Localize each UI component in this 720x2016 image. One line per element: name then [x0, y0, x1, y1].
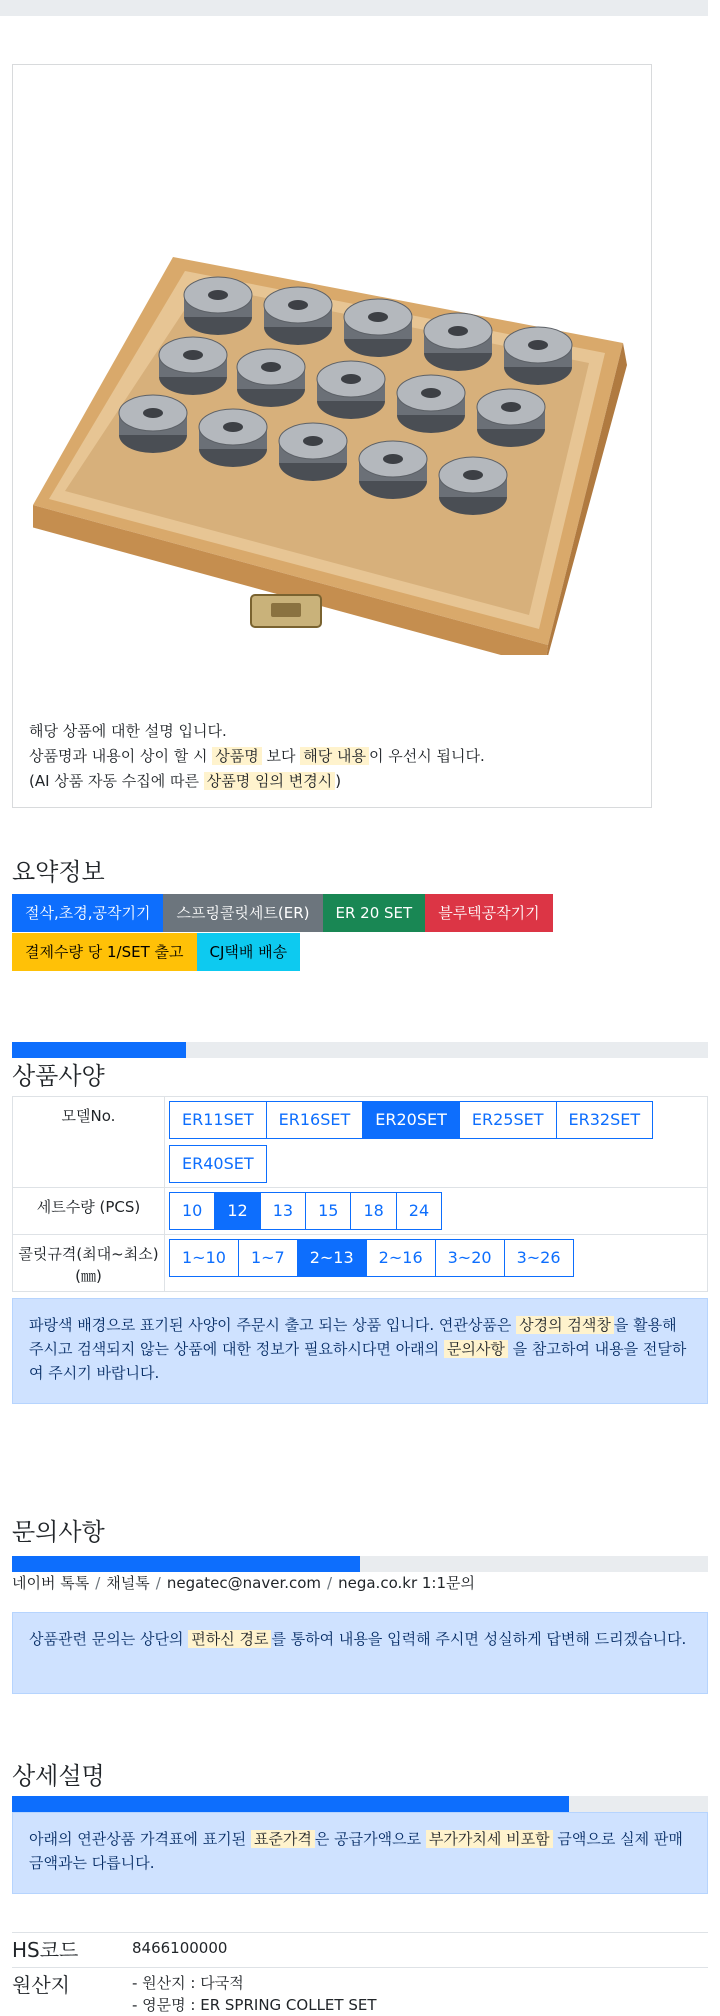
caption-line	[29, 719, 485, 744]
spec-option-button[interactable]: 3~20	[435, 1239, 505, 1277]
product-image-card	[12, 64, 652, 808]
spec-option-button[interactable]: 13	[260, 1192, 306, 1230]
contact-link[interactable]: 네이버 톡톡	[12, 1574, 90, 1592]
spec-option-button[interactable]: ER20SET	[362, 1101, 460, 1139]
detail-progress	[12, 1796, 708, 1812]
caption-text: 보다	[261, 747, 301, 765]
inquiry-progress-fill	[12, 1556, 360, 1572]
spec-option-button[interactable]: 2~16	[366, 1239, 436, 1277]
collet-bore	[368, 312, 388, 322]
contact-separator: /	[95, 1574, 101, 1592]
spec-option-button[interactable]: 18	[350, 1192, 396, 1230]
spec-row	[13, 1235, 708, 1292]
spec-option-button[interactable]: 10	[169, 1192, 215, 1230]
caption-highlight: 상품명 임의 변경시	[204, 772, 335, 790]
info-value-line: - 영문명 : ER SPRING COLLET SET	[132, 1996, 377, 2014]
caption-text: 해당 상품에 대한 설명 입니다.	[29, 722, 227, 740]
caption-text: (AI 상품 자동 수집에 따른	[29, 772, 204, 790]
spec-option-button[interactable]: 3~26	[504, 1239, 574, 1277]
collet-bore	[303, 436, 323, 446]
detail-notice	[12, 1812, 708, 1894]
info-value-line: - 원산지 : 다국적	[132, 1974, 244, 1992]
contact-links	[12, 1572, 475, 1593]
contact-link[interactable]: 채널톡	[106, 1574, 150, 1592]
caption-text: 이 우선시 됩니다.	[368, 747, 485, 765]
info-key: HS코드	[12, 1933, 132, 1968]
spec-option-button[interactable]: ER40SET	[169, 1145, 267, 1183]
caption-text: 상품명과 내용이 상이 할 시	[29, 747, 213, 765]
spec-table	[12, 1096, 708, 1292]
caption-highlight: 해당 내용	[300, 747, 369, 765]
inquiry-notice	[12, 1612, 708, 1694]
spec-options-cell	[165, 1097, 708, 1188]
spec-option-button[interactable]: 1~7	[238, 1239, 298, 1277]
spec-notice-text: 파랑색 배경으로 표기된 사양이 주문시 출고 되는 상품 입니다. 연관상품은	[29, 1316, 517, 1334]
summary-badge: ER 20 SET	[323, 894, 426, 932]
spec-option-group	[169, 1101, 703, 1183]
spec-progress	[12, 1042, 708, 1058]
collet-bore	[421, 388, 441, 398]
spec-option-button[interactable]: ER32SET	[556, 1101, 654, 1139]
collet-bore	[501, 402, 521, 412]
collet-bore	[208, 290, 228, 300]
badge-row-1	[12, 894, 612, 932]
info-key: 원산지	[12, 1968, 132, 2016]
info-row	[12, 1968, 708, 2016]
collet-bore	[383, 454, 403, 464]
collet-bore	[528, 340, 548, 350]
inquiry-progress	[12, 1556, 708, 1572]
collet-bore	[183, 350, 203, 360]
collet-bore	[288, 300, 308, 310]
detail-progress-fill	[12, 1796, 569, 1812]
info-value	[132, 1933, 708, 1968]
spec-notice-text: 을 활용해 주시고 검색되지 않는 상품에 대한 정보가 필요하시다면 아래의	[29, 1316, 677, 1358]
summary-badge: 절삭,초경,공작기기	[12, 894, 163, 932]
collet-bore	[448, 326, 468, 336]
inquiry-title: 문의사항	[12, 1518, 105, 1546]
collet-bore	[261, 362, 281, 372]
caption-line	[29, 769, 485, 794]
summary-badge: 블루텍공작기기	[425, 894, 552, 932]
product-photo	[33, 175, 643, 655]
info-value	[132, 1968, 708, 2016]
spec-option-button[interactable]: 24	[396, 1192, 442, 1230]
info-row	[12, 1933, 708, 1968]
spec-options-cell	[165, 1188, 708, 1235]
info-value-line: 8466100000	[132, 1939, 228, 1957]
detail-notice-text: 금액으로 실제 판매금액과는 다릅니다.	[29, 1830, 683, 1872]
spec-notice-text: 을 참고하여 내용을 전달하여 주시기 바랍니다.	[29, 1340, 687, 1382]
collet-bore	[143, 408, 163, 418]
spec-options-cell	[165, 1235, 708, 1292]
spec-notice	[12, 1298, 708, 1404]
caption-line	[29, 744, 485, 769]
summary-badge: CJ택배 배송	[197, 933, 301, 971]
spec-row-label: 세트수량 (PCS)	[13, 1188, 165, 1235]
spec-option-button[interactable]: 2~13	[297, 1239, 367, 1277]
spec-option-button[interactable]: 1~10	[169, 1239, 239, 1277]
spec-option-button[interactable]: ER11SET	[169, 1101, 267, 1139]
detail-notice-text: 아래의 연관상품 가격표에 표기된	[29, 1830, 251, 1848]
spec-option-button[interactable]: ER16SET	[266, 1101, 364, 1139]
caption-text: )	[335, 772, 342, 790]
spec-option-button[interactable]: 12	[214, 1192, 260, 1230]
spec-option-button[interactable]: 15	[305, 1192, 351, 1230]
spec-option-group	[169, 1239, 703, 1277]
contact-separator: /	[155, 1574, 161, 1592]
spec-option-group	[169, 1192, 703, 1230]
badge-row-2	[12, 933, 612, 971]
spec-notice-highlight: 상경의 검색창	[516, 1316, 614, 1334]
detail-notice-highlight: 부가가치세 비포함	[426, 1830, 553, 1848]
detail-notice-highlight: 표준가격	[251, 1830, 315, 1848]
detail-title: 상세설명	[12, 1762, 105, 1790]
detail-notice-text: 은 공급가액으로	[314, 1830, 426, 1848]
collet-bore	[341, 374, 361, 384]
inquiry-notice-text: 를 통하여 내용을 입력해 주시면 성실하게 답변해 드리겠습니다.	[271, 1630, 687, 1648]
summary-badge: 결제수량 당 1/SET 출고	[12, 933, 197, 971]
caption-highlight: 상품명	[212, 747, 261, 765]
spec-option-button[interactable]: ER25SET	[459, 1101, 557, 1139]
product-caption	[29, 719, 485, 794]
summary-badges	[12, 894, 612, 972]
collet-bore	[223, 422, 243, 432]
spec-title: 상품사양	[12, 1062, 105, 1090]
contact-link[interactable]: negatec@naver.com	[166, 1574, 322, 1592]
spec-row-label: 모델No.	[13, 1097, 165, 1188]
inquiry-notice-text: 상품관련 문의는 상단의	[29, 1630, 189, 1648]
spec-row	[13, 1188, 708, 1235]
summary-badge: 스프링콜릿세트(ER)	[163, 894, 322, 932]
contact-link[interactable]: nega.co.kr 1:1문의	[338, 1574, 475, 1592]
info-table	[12, 1932, 708, 2016]
summary-title: 요약정보	[12, 858, 105, 886]
spec-row	[13, 1097, 708, 1188]
spec-row-label: 콜릿규격(최대~최소) (㎜)	[13, 1235, 165, 1292]
collet-bore	[463, 470, 483, 480]
contact-separator: /	[327, 1574, 333, 1592]
spec-notice-highlight: 문의사항	[444, 1340, 508, 1358]
top-bar	[0, 0, 708, 16]
inquiry-notice-highlight: 편하신 경로	[188, 1630, 271, 1648]
